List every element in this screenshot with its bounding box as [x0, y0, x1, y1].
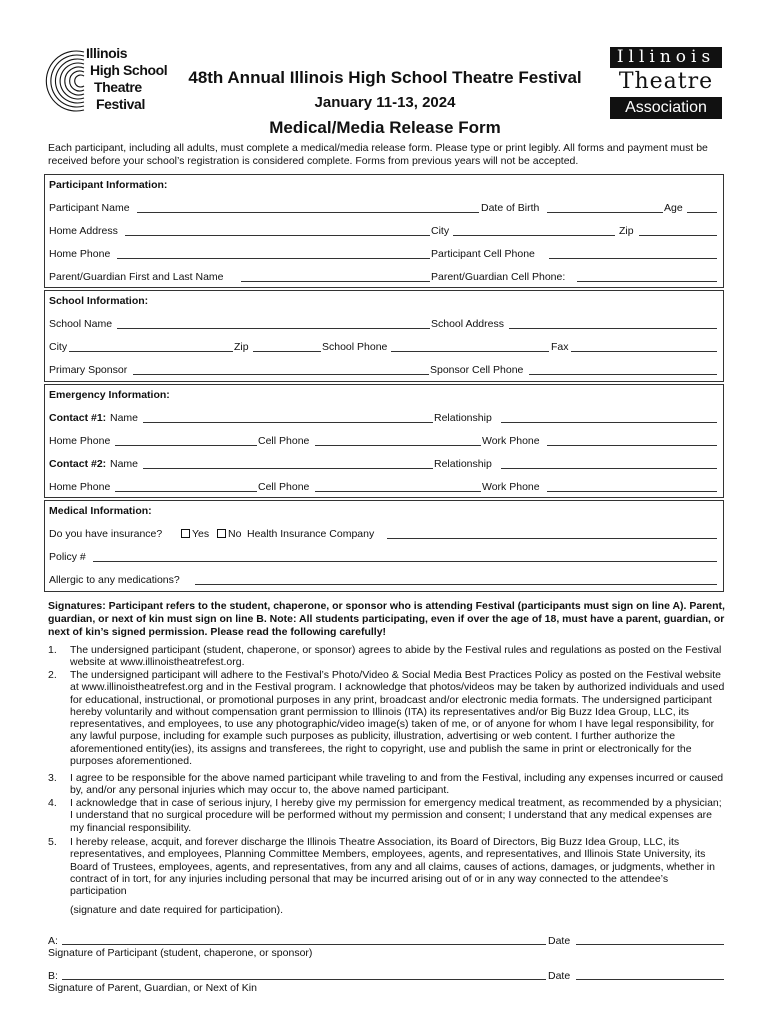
home-address-label: Home Address	[49, 225, 118, 237]
no-label: No	[228, 528, 242, 540]
school-heading: School Information:	[49, 295, 149, 307]
school-zip-label: Zip	[234, 341, 249, 353]
zip-field[interactable]	[639, 235, 717, 236]
contact1-label: Contact #1:	[49, 412, 107, 424]
dob-label: Date of Birth	[481, 202, 540, 214]
emergency-section	[44, 384, 724, 498]
fax-label: Fax	[551, 341, 569, 353]
logo-line-3: Theatre	[94, 79, 142, 95]
contact1-cell-field[interactable]	[315, 445, 481, 446]
contact2-home-phone-field[interactable]	[115, 491, 257, 492]
city-label: City	[431, 225, 450, 237]
term-number: 2.	[48, 669, 57, 681]
contact1-name-label: Name	[110, 412, 139, 424]
logo-line-2: High School	[90, 62, 168, 78]
insurance-no-option[interactable]	[217, 526, 243, 542]
participant-cell-label: Participant Cell Phone	[431, 248, 535, 260]
term-text: The undersigned participant will adhere to the Festival’s Photo/Video & Social Media Best Practices Policy as posted on the Festival website at www.illinoistheatrefest.org and in the Festival program. I acknowledge that photos/videos may be taken by authorized individuals and used for educational, instructional, or promotional purposes in any print, broadcast and/or electronic media formats. The undersigned participant hereby voluntarily and without compensation grant permission to Illinois (ITA) its representatives and/or Big Buzz Idea Group, LLC, its representatives, and employees, to use any photographic/video image(s) taken of me, or of anyone for whom I have legal responsibility, for any lawful purpose, including for example such purposes as publicity, illustration, advertising or web content. I further authorize the aforementioned entity(ies), its assigns and transferees, the right to copyright, use and publish the same in print or electronically for the purposes aforementioned.	[70, 669, 725, 768]
sponsor-field[interactable]	[133, 374, 429, 375]
insurance-company-label: Health Insurance Company	[247, 528, 375, 540]
contact2-cell-field[interactable]	[315, 491, 481, 492]
home-address-field[interactable]	[125, 235, 430, 236]
participant-section	[44, 174, 724, 288]
term-text: I hereby release, acquit, and forever discharge the Illinois Theatre Association, its Board of Directors, Big Buzz Idea Group, LLC, its representatives, and employees, Planning Committee Members, employees, agents, and representatives, and Illinois State University, its Board of Trustees, employees, agents, and representatives, from any and all claims, causes of actions, damages, or judgments, whether in contract of in tort, for any injuries including personal that may be incurred arising out of or in any way connected to the attendee’s participation	[70, 836, 715, 898]
participant-signature-field[interactable]	[62, 944, 546, 945]
line-a-label: A:	[48, 935, 58, 947]
school-row-3	[49, 362, 719, 378]
participant-row-4	[49, 269, 719, 285]
school-row-2	[49, 339, 719, 355]
participant-name-label: Participant Name	[49, 202, 130, 214]
participant-row-3	[49, 246, 719, 262]
insurance-yes-option[interactable]	[181, 526, 211, 542]
dob-field[interactable]	[547, 212, 663, 213]
participant-name-field[interactable]	[137, 212, 479, 213]
required-note: (signature and date required for participation).	[70, 904, 284, 916]
signatures-intro: Signatures: Participant refers to the student, chaperone, or sponsor who is attending Festival (participants must sign on line A). Parent, guardian, or next of kin must sign on line B. Note: All students participating, even if over the age of 18, must have a parent, guardian, or next of kin’s signed permission. Please read the following carefully!	[48, 600, 725, 638]
contact2-name-field[interactable]	[143, 468, 433, 469]
contact1-home-phone-field[interactable]	[115, 445, 257, 446]
term-number: 1.	[48, 644, 57, 656]
medical-section	[44, 500, 724, 592]
ita-logo-line-3: Association	[610, 97, 722, 119]
participant-cell-field[interactable]	[549, 258, 717, 259]
medical-row-1	[49, 526, 719, 542]
contact1-cell-label: Cell Phone	[258, 435, 310, 447]
participant-row-2	[49, 223, 719, 239]
sponsor-cell-field[interactable]	[529, 374, 717, 375]
insurance-company-field[interactable]	[387, 538, 717, 539]
emergency-heading: Emergency Information:	[49, 389, 170, 401]
caption-a: Signature of Participant (student, chaperone, or sponsor)	[48, 947, 313, 959]
fax-field[interactable]	[571, 351, 717, 352]
date-b-field[interactable]	[576, 979, 724, 980]
contact2-name-label: Name	[110, 458, 139, 470]
sponsor-label: Primary Sponsor	[49, 364, 128, 376]
guardian-name-field[interactable]	[241, 281, 430, 282]
contact2-label: Contact #2:	[49, 458, 107, 470]
term-text: The undersigned participant (student, chaperone, or sponsor) agrees to abide by the Festival rules and regulations as posted on the Festival website at www.illinoistheatrefest.org.	[70, 644, 722, 669]
school-name-field[interactable]	[117, 328, 430, 329]
term-number: 3.	[48, 772, 57, 784]
contact2-home-phone-label: Home Phone	[49, 481, 111, 493]
contact1-name-field[interactable]	[143, 422, 433, 423]
guardian-name-label: Parent/Guardian First and Last Name	[49, 271, 224, 283]
contact2-work-field[interactable]	[547, 491, 717, 492]
festival-title: 48th Annual Illinois High School Theatre Festival	[188, 68, 582, 87]
school-name-label: School Name	[49, 318, 113, 330]
festival-dates: January 11-13, 2024	[314, 94, 456, 111]
form-title: Medical/Media Release Form	[269, 118, 501, 137]
contact1-relationship-field[interactable]	[501, 422, 717, 423]
school-address-field[interactable]	[509, 328, 717, 329]
home-phone-field[interactable]	[117, 258, 430, 259]
age-label: Age	[664, 202, 683, 214]
policy-field[interactable]	[93, 561, 717, 562]
school-section	[44, 290, 724, 382]
contact2-row-2	[49, 479, 719, 495]
contact1-home-phone-label: Home Phone	[49, 435, 111, 447]
zip-label: Zip	[619, 225, 634, 237]
allergies-label: Allergic to any medications?	[49, 574, 180, 586]
term-number: 4.	[48, 797, 57, 809]
contact1-row-2	[49, 433, 719, 449]
logo-line-4: Festival	[96, 96, 145, 112]
ita-logo-line-2: Theatre	[618, 69, 714, 94]
school-city-field[interactable]	[69, 351, 233, 352]
sponsor-cell-label: Sponsor Cell Phone	[430, 364, 524, 376]
contact1-work-field[interactable]	[547, 445, 717, 446]
contact1-work-label: Work Phone	[482, 435, 540, 447]
no-checkbox[interactable]	[217, 529, 226, 538]
participant-row-1	[49, 200, 719, 216]
school-phone-label: School Phone	[322, 341, 388, 353]
school-phone-field[interactable]	[391, 351, 549, 352]
contact2-relationship-label: Relationship	[434, 458, 492, 470]
medical-row-3	[49, 572, 719, 588]
contact2-row-1	[49, 456, 719, 472]
contact1-relationship-label: Relationship	[434, 412, 492, 424]
medical-heading: Medical Information:	[49, 505, 152, 517]
school-row-1	[49, 316, 719, 332]
participant-heading: Participant Information:	[49, 179, 168, 191]
contact2-relationship-field[interactable]	[501, 468, 717, 469]
date-b-label: Date	[548, 970, 571, 982]
guardian-signature-field[interactable]	[62, 979, 546, 980]
home-phone-label: Home Phone	[49, 248, 111, 260]
term-text: I acknowledge that in case of serious injury, I hereby give my permission for emergency medical treatment, as recommended by a physician; I understand that no surgical procedure will be performed without my permission and consent; I understand that any medical expenses are my financial responsibility.	[70, 797, 722, 834]
policy-label: Policy #	[49, 551, 86, 563]
allergies-field[interactable]	[195, 584, 717, 585]
yes-label: Yes	[192, 528, 210, 540]
ita-logo	[610, 47, 722, 121]
term-text: I agree to be responsible for the above named participant while traveling to and from the Festival, including any expenses incurred or caused by, and/or any personal injuries which may occur to, the above named participant.	[70, 772, 724, 797]
guardian-cell-field[interactable]	[577, 281, 717, 282]
date-a-label: Date	[548, 935, 571, 947]
ita-logo-line-1: Illinois	[610, 47, 722, 68]
logo-line-1: Illinois	[86, 45, 128, 61]
contact2-work-label: Work Phone	[482, 481, 540, 493]
caption-b: Signature of Parent, Guardian, or Next of Kin	[48, 982, 257, 994]
intro-text: Each participant, including all adults, must complete a medical/media release form. Please type or print legibly. All forms and payment must be received before your school’s registration is considered complete. Forms from previous years will not be accepted.	[48, 142, 708, 167]
school-city-label: City	[49, 341, 68, 353]
school-address-label: School Address	[431, 318, 504, 330]
age-field[interactable]	[687, 212, 717, 213]
school-zip-field[interactable]	[253, 351, 321, 352]
date-a-field[interactable]	[576, 944, 724, 945]
guardian-cell-label: Parent/Guardian Cell Phone:	[431, 271, 566, 283]
yes-checkbox[interactable]	[181, 529, 190, 538]
term-number: 5.	[48, 836, 57, 848]
contact2-cell-label: Cell Phone	[258, 481, 310, 493]
medical-row-2	[49, 549, 719, 565]
insurance-question: Do you have insurance?	[49, 528, 163, 540]
line-b-label: B:	[48, 970, 58, 982]
contact1-row-1	[49, 410, 719, 426]
city-field[interactable]	[453, 235, 615, 236]
